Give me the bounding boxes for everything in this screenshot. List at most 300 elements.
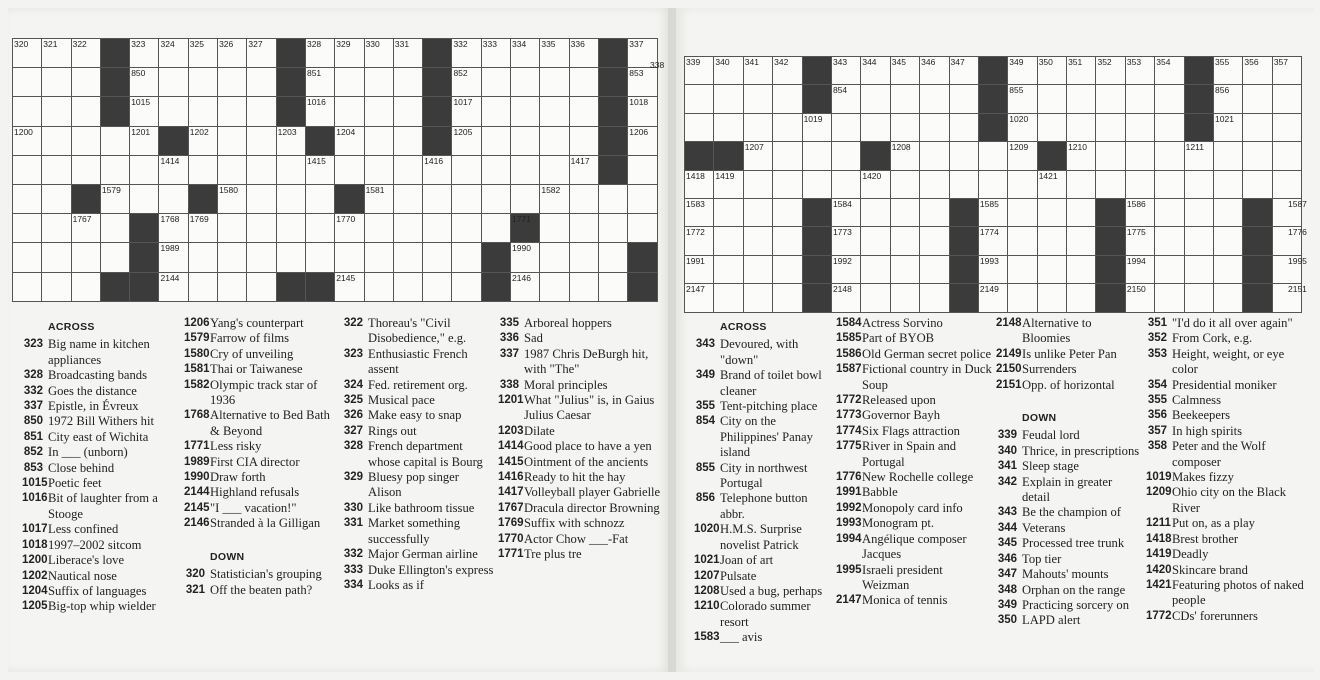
grid-cell[interactable] [599, 185, 628, 214]
grid-cell[interactable] [218, 127, 247, 156]
grid-cell[interactable] [365, 243, 394, 272]
grid-cell[interactable] [714, 171, 743, 199]
grid-cell[interactable] [628, 127, 657, 156]
grid-cell[interactable] [1008, 256, 1037, 284]
grid-cell[interactable] [1126, 284, 1155, 312]
grid-cell[interactable] [570, 185, 599, 214]
grid-cell[interactable] [306, 97, 335, 126]
grid-cell[interactable] [1155, 114, 1184, 142]
grid-cell[interactable] [1126, 114, 1155, 142]
grid-cell[interactable] [452, 127, 481, 156]
grid-cell[interactable] [159, 185, 188, 214]
grid-cell[interactable] [1038, 227, 1067, 255]
grid-cell[interactable] [832, 284, 861, 312]
grid-cell[interactable] [744, 171, 773, 199]
grid-cell[interactable] [773, 256, 802, 284]
grid-cell[interactable] [861, 85, 890, 113]
grid-cell[interactable] [891, 171, 920, 199]
grid-cell[interactable] [920, 57, 949, 85]
grid-cell[interactable] [394, 273, 423, 302]
grid-cell[interactable] [42, 185, 71, 214]
grid-cell[interactable] [540, 156, 569, 185]
grid-cell[interactable] [72, 156, 101, 185]
grid-cell[interactable] [306, 156, 335, 185]
grid-cell[interactable] [335, 156, 364, 185]
grid-cell[interactable] [1008, 171, 1037, 199]
grid-cell[interactable] [1067, 256, 1096, 284]
grid-cell[interactable] [335, 273, 364, 302]
grid-cell[interactable] [335, 127, 364, 156]
grid-cell[interactable] [1038, 171, 1067, 199]
grid-cell[interactable] [832, 171, 861, 199]
grid-cell[interactable] [101, 185, 130, 214]
grid-cell[interactable] [1155, 284, 1184, 312]
grid-cell[interactable] [540, 127, 569, 156]
grid-cell[interactable] [394, 68, 423, 97]
grid-cell[interactable] [277, 127, 306, 156]
grid-cell[interactable] [773, 57, 802, 85]
grid-cell[interactable] [159, 156, 188, 185]
grid-cell[interactable] [1067, 284, 1096, 312]
grid-cell[interactable] [365, 39, 394, 68]
grid-cell[interactable] [1008, 114, 1037, 142]
grid-cell[interactable] [218, 97, 247, 126]
grid-cell[interactable] [1067, 142, 1096, 170]
grid-cell[interactable] [42, 68, 71, 97]
grid-cell[interactable] [714, 57, 743, 85]
grid-cell[interactable] [1038, 199, 1067, 227]
grid-cell[interactable] [540, 273, 569, 302]
grid-cell[interactable] [423, 243, 452, 272]
grid-cell[interactable] [365, 156, 394, 185]
grid-cell[interactable] [1273, 171, 1302, 199]
grid-cell[interactable] [306, 39, 335, 68]
grid-cell[interactable] [744, 57, 773, 85]
grid-cell[interactable] [1155, 171, 1184, 199]
grid-cell[interactable] [42, 214, 71, 243]
grid-cell[interactable] [189, 68, 218, 97]
grid-cell[interactable] [744, 284, 773, 312]
grid-cell[interactable] [365, 185, 394, 214]
grid-cell[interactable] [42, 127, 71, 156]
grid-cell[interactable] [628, 185, 657, 214]
grid-cell[interactable] [773, 227, 802, 255]
grid-cell[interactable] [423, 185, 452, 214]
grid-cell[interactable] [628, 68, 657, 97]
grid-cell[interactable] [247, 243, 276, 272]
grid-cell[interactable] [72, 127, 101, 156]
grid-cell[interactable] [189, 273, 218, 302]
grid-cell[interactable] [570, 156, 599, 185]
grid-cell[interactable] [335, 39, 364, 68]
grid-cell[interactable] [950, 171, 979, 199]
grid-cell[interactable] [423, 156, 452, 185]
grid-cell[interactable] [1273, 114, 1302, 142]
grid-cell[interactable] [1214, 114, 1243, 142]
grid-cell[interactable] [714, 256, 743, 284]
grid-cell[interactable] [714, 85, 743, 113]
grid-cell[interactable] [861, 171, 890, 199]
grid-cell[interactable] [920, 284, 949, 312]
grid-cell[interactable] [1214, 227, 1243, 255]
grid-cell[interactable] [861, 256, 890, 284]
grid-cell[interactable] [365, 68, 394, 97]
grid-cell[interactable] [861, 114, 890, 142]
grid-cell[interactable] [1067, 199, 1096, 227]
grid-cell[interactable] [42, 273, 71, 302]
grid-cell[interactable] [1038, 284, 1067, 312]
grid-cell[interactable] [452, 243, 481, 272]
grid-cell[interactable] [832, 142, 861, 170]
grid-cell[interactable] [1008, 85, 1037, 113]
grid-cell[interactable] [189, 156, 218, 185]
grid-cell[interactable] [511, 39, 540, 68]
grid-cell[interactable] [13, 243, 42, 272]
grid-cell[interactable] [891, 57, 920, 85]
grid-cell[interactable] [1008, 142, 1037, 170]
grid-cell[interactable] [570, 97, 599, 126]
grid-cell[interactable] [394, 39, 423, 68]
grid-cell[interactable] [920, 114, 949, 142]
grid-cell[interactable] [950, 142, 979, 170]
grid-cell[interactable] [714, 114, 743, 142]
grid-cell[interactable] [101, 243, 130, 272]
grid-cell[interactable] [247, 127, 276, 156]
grid-cell[interactable] [13, 127, 42, 156]
grid-cell[interactable] [511, 185, 540, 214]
grid-cell[interactable] [1243, 114, 1272, 142]
grid-cell[interactable] [423, 273, 452, 302]
grid-cell[interactable] [832, 227, 861, 255]
grid-cell[interactable] [1155, 199, 1184, 227]
grid-cell[interactable] [306, 243, 335, 272]
grid-cell[interactable] [130, 156, 159, 185]
grid-cell[interactable] [570, 243, 599, 272]
grid-cell[interactable] [1126, 142, 1155, 170]
grid-cell[interactable] [1243, 171, 1272, 199]
grid-cell[interactable] [1096, 57, 1125, 85]
grid-cell[interactable] [1126, 227, 1155, 255]
grid-cell[interactable] [394, 156, 423, 185]
grid-cell[interactable] [803, 142, 832, 170]
grid-cell[interactable] [72, 273, 101, 302]
grid-cell[interactable] [482, 97, 511, 126]
grid-cell[interactable] [744, 199, 773, 227]
grid-cell[interactable] [277, 156, 306, 185]
grid-cell[interactable] [540, 185, 569, 214]
grid-cell[interactable] [1214, 199, 1243, 227]
grid-cell[interactable] [130, 39, 159, 68]
grid-cell[interactable] [540, 214, 569, 243]
grid-cell[interactable] [365, 127, 394, 156]
grid-cell[interactable] [452, 39, 481, 68]
grid-cell[interactable] [1185, 284, 1214, 312]
grid-cell[interactable] [1214, 256, 1243, 284]
grid-cell[interactable] [979, 142, 1008, 170]
grid-cell[interactable] [1067, 171, 1096, 199]
grid-cell[interactable] [42, 156, 71, 185]
grid-cell[interactable] [1096, 114, 1125, 142]
grid-cell[interactable] [1126, 256, 1155, 284]
grid-cell[interactable] [130, 68, 159, 97]
grid-cell[interactable] [570, 214, 599, 243]
grid-cell[interactable] [744, 85, 773, 113]
grid-cell[interactable] [773, 142, 802, 170]
grid-cell[interactable] [1185, 256, 1214, 284]
grid-cell[interactable] [247, 273, 276, 302]
grid-cell[interactable] [511, 243, 540, 272]
grid-cell[interactable] [1096, 85, 1125, 113]
grid-cell[interactable] [599, 273, 628, 302]
grid-cell[interactable] [335, 97, 364, 126]
grid-cell[interactable] [744, 142, 773, 170]
grid-cell[interactable] [72, 97, 101, 126]
grid-cell[interactable] [101, 127, 130, 156]
grid-cell[interactable] [920, 199, 949, 227]
grid-cell[interactable] [452, 185, 481, 214]
grid-cell[interactable] [979, 284, 1008, 312]
grid-cell[interactable] [1214, 85, 1243, 113]
grid-cell[interactable] [159, 214, 188, 243]
grid-cell[interactable] [130, 97, 159, 126]
grid-cell[interactable] [599, 214, 628, 243]
grid-cell[interactable] [482, 156, 511, 185]
grid-cell[interactable] [482, 185, 511, 214]
grid-cell[interactable] [482, 214, 511, 243]
grid-cell[interactable] [714, 284, 743, 312]
grid-cell[interactable] [159, 273, 188, 302]
grid-cell[interactable] [511, 97, 540, 126]
grid-cell[interactable] [42, 243, 71, 272]
grid-cell[interactable] [13, 273, 42, 302]
grid-cell[interactable] [1067, 227, 1096, 255]
grid-cell[interactable] [247, 97, 276, 126]
grid-cell[interactable] [1008, 199, 1037, 227]
grid-cell[interactable] [773, 199, 802, 227]
grid-cell[interactable] [511, 68, 540, 97]
grid-cell[interactable] [570, 39, 599, 68]
grid-cell[interactable] [1038, 256, 1067, 284]
grid-cell[interactable] [452, 214, 481, 243]
grid-cell[interactable] [920, 85, 949, 113]
grid-cell[interactable] [394, 214, 423, 243]
grid-cell[interactable] [920, 142, 949, 170]
grid-cell[interactable] [277, 185, 306, 214]
grid-cell[interactable] [891, 256, 920, 284]
grid-cell[interactable] [277, 214, 306, 243]
grid-cell[interactable] [423, 214, 452, 243]
grid-cell[interactable] [482, 127, 511, 156]
grid-cell[interactable] [1214, 142, 1243, 170]
grid-cell[interactable] [570, 127, 599, 156]
grid-cell[interactable] [1185, 227, 1214, 255]
grid-cell[interactable] [628, 156, 657, 185]
grid-cell[interactable] [685, 256, 714, 284]
grid-cell[interactable] [1126, 85, 1155, 113]
grid-cell[interactable] [861, 227, 890, 255]
grid-cell[interactable] [1155, 227, 1184, 255]
grid-cell[interactable] [13, 39, 42, 68]
grid-cell[interactable] [159, 243, 188, 272]
grid-cell[interactable] [189, 127, 218, 156]
grid-cell[interactable] [773, 171, 802, 199]
grid-cell[interactable] [714, 199, 743, 227]
grid-cell[interactable] [920, 171, 949, 199]
grid-cell[interactable] [685, 57, 714, 85]
grid-cell[interactable] [159, 39, 188, 68]
grid-cell[interactable] [218, 214, 247, 243]
grid-cell[interactable] [891, 85, 920, 113]
grid-cell[interactable] [72, 39, 101, 68]
grid-cell[interactable] [1067, 114, 1096, 142]
grid-cell[interactable] [1155, 85, 1184, 113]
grid-cell[interactable] [744, 227, 773, 255]
grid-cell[interactable] [685, 199, 714, 227]
grid-cell[interactable] [1155, 57, 1184, 85]
grid-cell[interactable] [335, 68, 364, 97]
grid-cell[interactable] [247, 156, 276, 185]
grid-cell[interactable] [1214, 57, 1243, 85]
grid-cell[interactable] [1067, 85, 1096, 113]
grid-cell[interactable] [1038, 85, 1067, 113]
grid-cell[interactable] [452, 97, 481, 126]
grid-cell[interactable] [1273, 57, 1302, 85]
grid-cell[interactable] [1185, 142, 1214, 170]
grid-cell[interactable] [803, 171, 832, 199]
grid-cell[interactable] [803, 114, 832, 142]
grid-cell[interactable] [979, 256, 1008, 284]
grid-cell[interactable] [159, 68, 188, 97]
grid-cell[interactable] [42, 39, 71, 68]
grid-cell[interactable] [773, 284, 802, 312]
grid-cell[interactable] [950, 114, 979, 142]
grid-cell[interactable] [218, 273, 247, 302]
grid-cell[interactable] [685, 114, 714, 142]
grid-cell[interactable] [247, 185, 276, 214]
grid-cell[interactable] [306, 214, 335, 243]
grid-cell[interactable] [306, 185, 335, 214]
grid-cell[interactable] [189, 243, 218, 272]
grid-cell[interactable] [482, 68, 511, 97]
grid-cell[interactable] [570, 273, 599, 302]
grid-cell[interactable] [42, 97, 71, 126]
grid-cell[interactable] [979, 199, 1008, 227]
grid-cell[interactable] [628, 214, 657, 243]
grid-cell[interactable] [247, 68, 276, 97]
grid-cell[interactable] [1126, 57, 1155, 85]
grid-cell[interactable] [832, 57, 861, 85]
grid-cell[interactable] [950, 57, 979, 85]
grid-cell[interactable] [72, 68, 101, 97]
grid-cell[interactable] [950, 85, 979, 113]
grid-cell[interactable] [1273, 142, 1302, 170]
grid-cell[interactable] [1214, 284, 1243, 312]
grid-cell[interactable] [1096, 142, 1125, 170]
grid-cell[interactable] [685, 227, 714, 255]
grid-cell[interactable] [365, 273, 394, 302]
grid-cell[interactable] [218, 243, 247, 272]
grid-cell[interactable] [511, 127, 540, 156]
grid-cell[interactable] [685, 171, 714, 199]
grid-cell[interactable] [218, 39, 247, 68]
grid-cell[interactable] [365, 97, 394, 126]
grid-cell[interactable] [714, 227, 743, 255]
grid-cell[interactable] [1126, 199, 1155, 227]
grid-cell[interactable] [1155, 256, 1184, 284]
grid-cell[interactable] [599, 243, 628, 272]
grid-cell[interactable] [1185, 199, 1214, 227]
grid-cell[interactable] [1155, 142, 1184, 170]
grid-cell[interactable] [482, 39, 511, 68]
grid-cell[interactable] [1038, 114, 1067, 142]
grid-cell[interactable] [1243, 57, 1272, 85]
grid-cell[interactable] [628, 97, 657, 126]
grid-cell[interactable] [832, 256, 861, 284]
grid-cell[interactable] [218, 68, 247, 97]
grid-cell[interactable] [1067, 57, 1096, 85]
grid-cell[interactable] [685, 284, 714, 312]
grid-cell[interactable] [1008, 57, 1037, 85]
grid-cell[interactable] [891, 227, 920, 255]
grid-cell[interactable] [891, 284, 920, 312]
grid-cell[interactable] [335, 243, 364, 272]
grid-cell[interactable] [72, 243, 101, 272]
grid-cell[interactable] [511, 156, 540, 185]
grid-cell[interactable] [13, 214, 42, 243]
grid-cell[interactable] [1096, 171, 1125, 199]
grid-cell[interactable] [13, 68, 42, 97]
grid-cell[interactable] [130, 127, 159, 156]
grid-cell[interactable] [1243, 85, 1272, 113]
grid-cell[interactable] [832, 85, 861, 113]
grid-cell[interactable] [891, 199, 920, 227]
grid-cell[interactable] [570, 68, 599, 97]
grid-cell[interactable] [335, 214, 364, 243]
grid-cell[interactable] [861, 57, 890, 85]
grid-cell[interactable] [247, 39, 276, 68]
grid-cell[interactable] [1243, 142, 1272, 170]
grid-cell[interactable] [394, 127, 423, 156]
grid-cell[interactable] [452, 156, 481, 185]
grid-cell[interactable] [394, 243, 423, 272]
grid-cell[interactable] [540, 243, 569, 272]
grid-cell[interactable] [891, 114, 920, 142]
grid-cell[interactable] [72, 214, 101, 243]
grid-cell[interactable] [832, 114, 861, 142]
grid-cell[interactable] [511, 273, 540, 302]
grid-cell[interactable] [1008, 227, 1037, 255]
grid-cell[interactable] [1214, 171, 1243, 199]
grid-cell[interactable] [920, 256, 949, 284]
grid-cell[interactable] [365, 214, 394, 243]
grid-cell[interactable] [101, 214, 130, 243]
grid-cell[interactable] [452, 273, 481, 302]
grid-cell[interactable] [744, 256, 773, 284]
grid-cell[interactable] [685, 85, 714, 113]
grid-cell[interactable] [979, 227, 1008, 255]
grid-cell[interactable] [189, 39, 218, 68]
grid-cell[interactable] [979, 171, 1008, 199]
grid-cell[interactable] [277, 243, 306, 272]
grid-cell[interactable] [773, 114, 802, 142]
grid-cell[interactable] [920, 227, 949, 255]
grid-cell[interactable] [306, 68, 335, 97]
grid-cell[interactable] [101, 156, 130, 185]
grid-cell[interactable] [247, 214, 276, 243]
grid-cell[interactable] [773, 85, 802, 113]
grid-cell[interactable] [13, 97, 42, 126]
grid-cell[interactable] [452, 68, 481, 97]
